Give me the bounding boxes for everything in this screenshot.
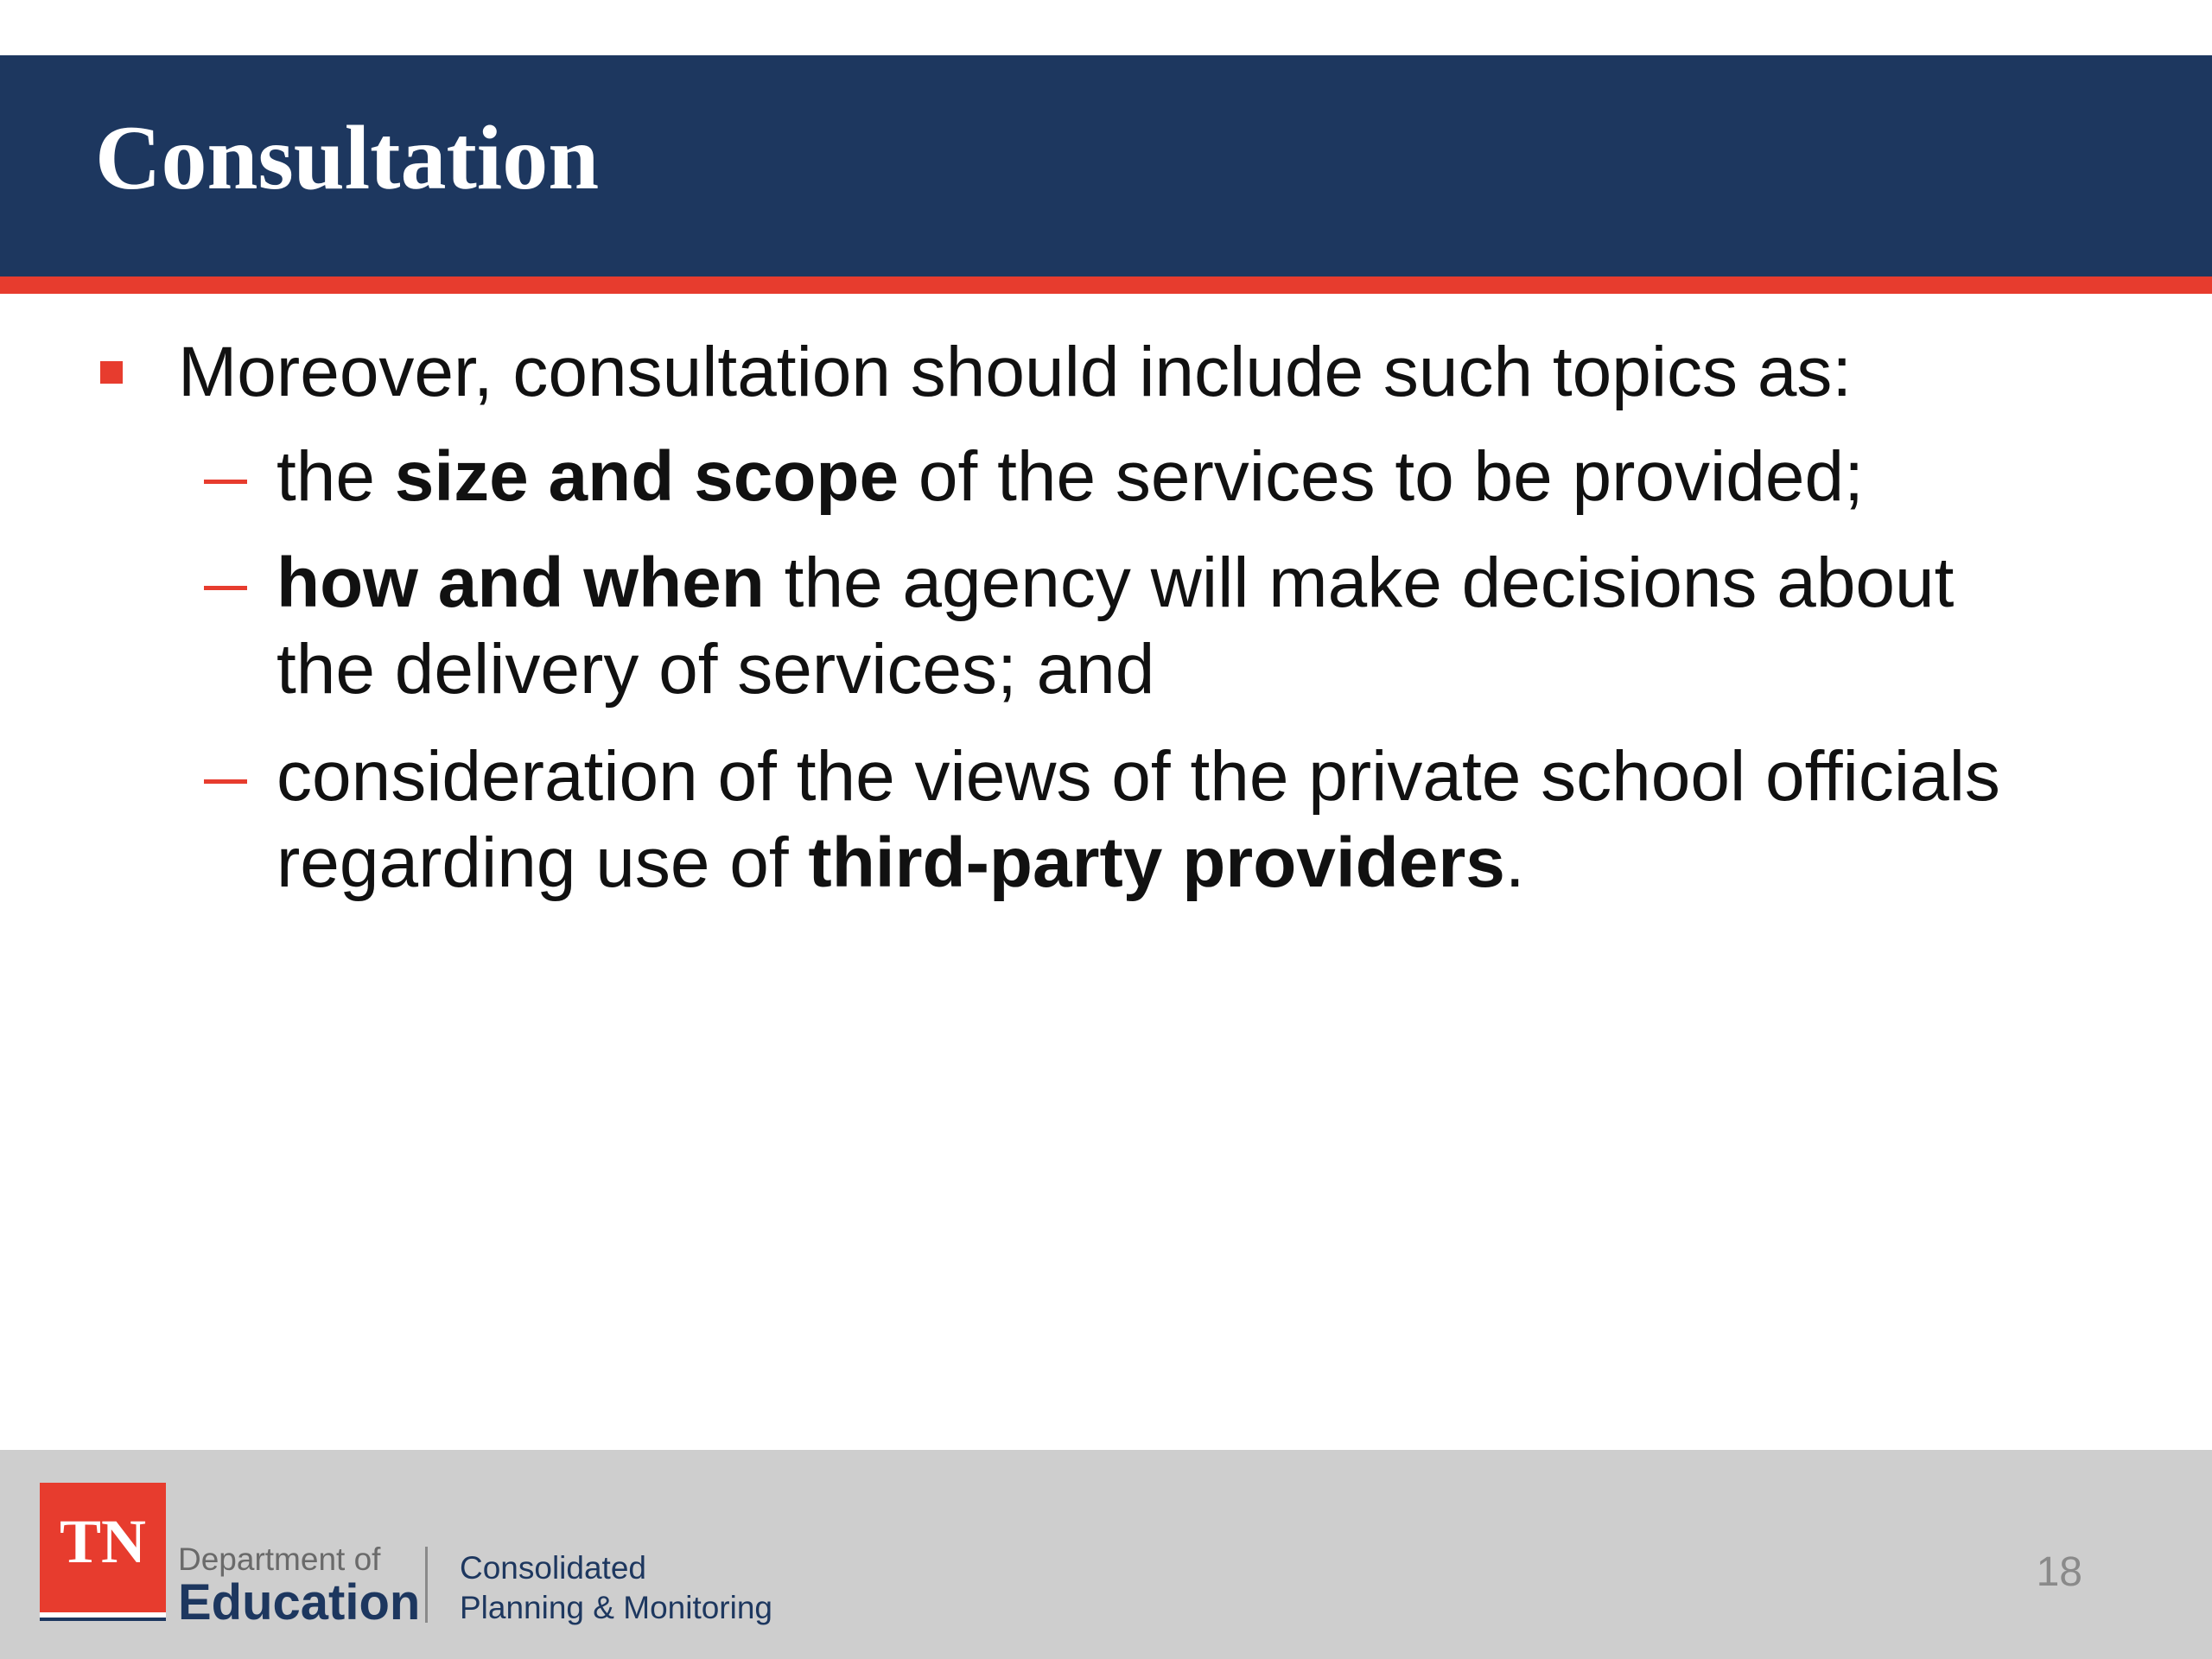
sub-bullet-text-continued: regarding use of third-party providers.	[276, 823, 1525, 902]
red-dash-icon	[204, 480, 247, 484]
sub-bullet-text: consideration of the views of the private school officials	[276, 737, 2000, 816]
red-square-bullet-icon	[100, 361, 123, 384]
red-dash-icon	[204, 779, 247, 784]
tn-logo-text: TN	[59, 1507, 147, 1576]
program-label-line2: Planning & Monitoring	[460, 1590, 772, 1625]
slide-title: Consultation	[95, 107, 600, 208]
page-number: 18	[2036, 1549, 2082, 1595]
footer-divider	[425, 1547, 428, 1623]
tn-logo-underline	[40, 1612, 166, 1618]
program-label-line1: Consolidated	[460, 1550, 646, 1586]
sub-bullet-text-continued: the delivery of services; and	[276, 630, 1155, 709]
education-label: Education	[178, 1574, 421, 1630]
sub-bullet-text: the size and scope of the services to be provided;	[276, 437, 1864, 516]
tn-logo	[40, 1483, 166, 1621]
sub-bullet-text: how and when the agency will make decisions about	[276, 543, 1955, 622]
bullet-text: Moreover, consultation should include such topics as:	[178, 333, 1853, 411]
red-dash-icon	[204, 586, 247, 590]
department-label: Department of	[178, 1541, 381, 1577]
title-accent-stripe	[0, 276, 2212, 294]
